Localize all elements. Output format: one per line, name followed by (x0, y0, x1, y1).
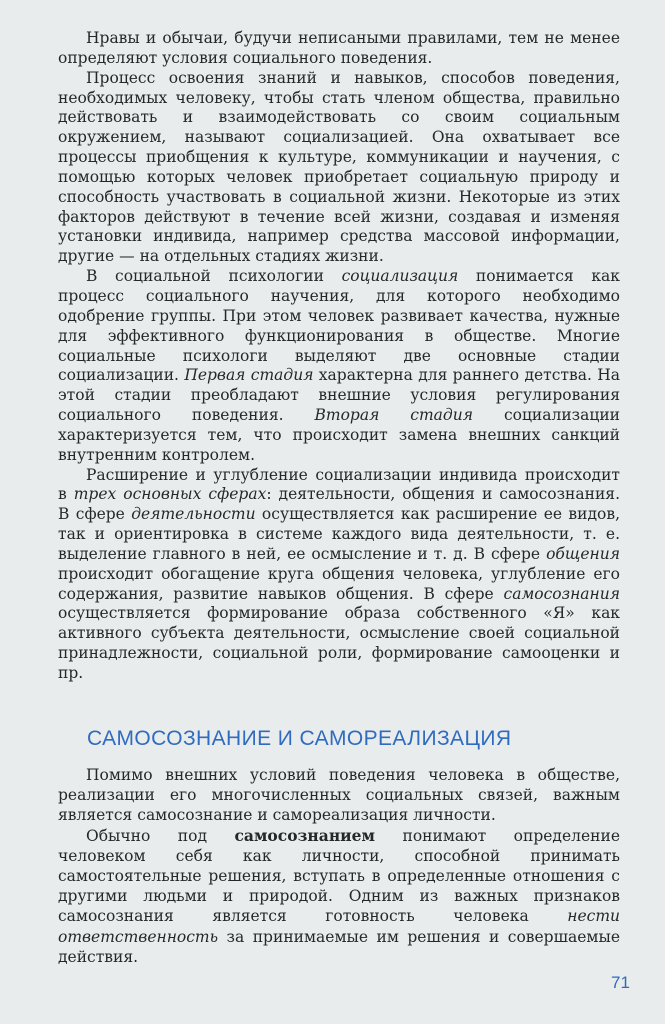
italic-term: деятельности (131, 505, 256, 524)
paragraph-three-spheres: Расширение и углубление социализации индивида происходит в трех основных сферах: деятельности, общения и самосознания. В сфере деятельности осуществляется как расширение ее видов, так и ориентировка в системе каждого вида деятельности, т. е. выделение главного в ней, ее осмысление и т. д. В сфере общения происходит обогащение круга общения человека, углубление его содержания, развитие навыков общения. В сфере самосознания осуществляется формирование образа собственного «Я» как активного субъекта деятельности, осмысление своей социальной принадлежности, социальной роли, формирование самооценки и пр. (58, 465, 620, 682)
paragraph-mores: Нравы и обычаи, будучи неписаными правилами, тем не менее определяют условия социального поведения. (58, 29, 620, 67)
italic-term: Вторая стадия (314, 406, 473, 425)
italic-term: трех основных сферах (73, 485, 267, 504)
text-block-bottom (58, 765, 620, 967)
paragraph-self-awareness: Обычно под самосознанием понимают определение человеком себя как личности, способной принимать самостоятельные решения, вступать в определенные отношения с другими людьми и природой. Одним из важных признаков самосознания является готовность человека нести ответственность за принимаемые им решения и совершаемые действия. (58, 825, 620, 966)
italic-term: общения (546, 544, 620, 563)
bold-term: самосознанием (234, 825, 375, 845)
italic-term: Первая стадия (184, 366, 314, 385)
section-heading: САМОСОЗНАНИЕ И САМОРЕАЛИЗАЦИЯ (87, 727, 512, 750)
page-number: 71 (611, 973, 630, 992)
italic-term: нести ответственность (58, 907, 620, 946)
paragraph-external-conditions: Помимо внешних условий поведения человека в обществе, реализации его многочисленных социальных связей, важным является самосознание и самореализация личности. (58, 766, 620, 825)
italic-term: самосознания (503, 584, 620, 603)
paragraph-socialization-definition: Процесс освоения знаний и навыков, способов поведения, необходимых человеку, чтобы стать членом общества, правильно действовать и взаимодействовать со своим социальным окружением, называют социализацией. Она охватывает все процессы приобщения к культуре, коммуникации и научения, с помощью которых человек приобретает социальную природу и способность участвовать в социальной жизни. Некоторые из этих факторов действуют в течение всей жизни, создавая и изменяя установки индивида, например средства массовой информации, другие — на отдельных стадиях жизни. (58, 68, 620, 266)
italic-term: социализация (341, 267, 459, 286)
text-block-top (58, 29, 620, 684)
paragraph-social-psychology: В социальной психологии социализация понимается как процесс социального научения, для которого необходимо одобрение группы. При этом человек развивает качества, нужные для эффективного функционирования в обществе. Многие социальные психологи выделяют две основные стадии социализации. Первая стадия характерна для раннего детства. На этой стадии преобладают внешние условия регулирования социального поведения. Вторая стадия социализации характеризуется тем, что происходит замена внешних санкций внутренним контролем. (58, 267, 621, 464)
